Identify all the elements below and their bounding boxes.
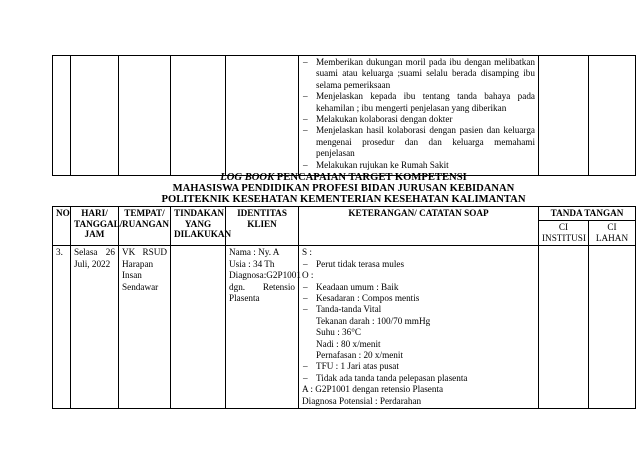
row-tindakan (171, 246, 226, 409)
list-item: – Menjelaskan kepada ibu tentang tanda bahaya pada kehamilan ; ibu mengerti penjelasan yang diberikan (302, 91, 535, 114)
vital-line: Tekanan darah : 100/70 mmHg (316, 315, 431, 326)
identitas-diagnosa: Diagnosa:G2P1001 (229, 270, 301, 281)
top-notes-cell (299, 56, 539, 176)
header-tempat: TEMPAT/ RUANGAN (119, 207, 171, 246)
row-tempat (119, 246, 171, 409)
row-ci-lahan (589, 246, 636, 409)
row-hari-line2: Juli, 2022 (74, 258, 111, 269)
cell-empty (539, 56, 589, 176)
soap-s-label: S : (302, 247, 312, 258)
vital-line: Pernafasan : 20 x/menit (316, 349, 404, 360)
cell-empty (589, 56, 636, 176)
header-no: NO (53, 207, 71, 246)
soap-o-label: O : (302, 270, 314, 281)
row-tempat-line2: Harapan (122, 258, 154, 269)
row-tempat-line3: Insan (122, 270, 142, 281)
list-item: – TFU : 1 Jari atas pusat (302, 361, 535, 372)
row-no: 3. (53, 246, 71, 409)
identitas-plasenta: Plasenta (229, 292, 260, 303)
list-item: – Memberikan dukungan moril pada ibu dengan melibatkan suami atau keluarga ;suami selalu berada disamping ibu selama pemeriksaan (302, 57, 535, 91)
cell-empty (71, 56, 119, 176)
header-ci-lahan: CI LAHAN (589, 220, 636, 246)
row-hari-line1: Selasa 26 (74, 247, 115, 258)
header-identitas: IDENTITAS KLIEN (226, 207, 299, 246)
header-tanda-tangan: TANDA TANGAN (539, 207, 636, 221)
list-item: – Tidak ada tanda tanda pelepasan plasenta (302, 373, 535, 384)
soap-o-list (302, 282, 535, 316)
list-item: – Kesadaran : Compos mentis (302, 293, 535, 304)
top-notes-list (302, 57, 535, 171)
list-item: – Perut tidak terasa mules (302, 259, 535, 270)
identitas-usia: Usia : 34 Th (229, 258, 275, 269)
soap-a-line: A : G2P1001 dengan retensio Plasenta (302, 384, 444, 395)
cell-empty (53, 56, 71, 176)
list-item: – Melakukan kolaborasi dengan dokter (302, 114, 535, 125)
row-ci-institusi (539, 246, 589, 409)
row-tempat-line1: VK RSUD (122, 247, 167, 258)
table-row (53, 246, 636, 409)
cell-empty (119, 56, 171, 176)
list-item: – Melakukan rujukan ke Rumah Sakit (302, 160, 535, 171)
header-tindakan: TINDAKAN YANG DILAKUKAN (171, 207, 226, 246)
header-keterangan: KETERANGAN/ CATATAN SOAP (299, 207, 539, 246)
title-line-2: MAHASISWA PENDIDIKAN PROFESI BIDAN JURUSAN KEBIDANAN (172, 183, 515, 195)
header-row (53, 207, 636, 221)
list-item: – Keadaan umum : Baik (302, 282, 535, 293)
cell-empty (171, 56, 226, 176)
identitas-dgn: dgn. Retensio (229, 281, 295, 292)
continuation-table (52, 55, 636, 176)
soap-potensial: Diagnosa Potensial : Perdarahan (302, 395, 422, 406)
row-tempat-line4: Sendawar (122, 281, 159, 292)
cell-empty (226, 56, 299, 176)
row-soap (299, 246, 539, 409)
list-item: – Menjelaskan hasil kolaborasi dengan pasien dan keluarga mengenai prosedur dan dan keluarga memahami penjelasan (302, 125, 535, 159)
soap-s-list (302, 259, 535, 270)
list-item: – Tanda-tanda Vital (302, 304, 535, 315)
title-line-3: POLITEKNIK KESEHATAN KEMENTERIAN KESEHATAN KALIMANTAN (161, 194, 526, 206)
vital-line: Nadi : 80 x/menit (316, 338, 381, 349)
document-titles (52, 172, 635, 206)
row-identitas (226, 246, 299, 409)
identitas-nama: Nama : Ny. A (229, 247, 280, 258)
soap-o-list-2 (302, 361, 535, 384)
continuation-row (53, 56, 636, 176)
header-ci-institusi: CI INSTITUSI (539, 220, 589, 246)
title-logbook: LOG BOOK (220, 172, 275, 183)
logbook-table (52, 206, 636, 409)
title-rest: PENCAPAIAN TARGET KOMPETENSI (274, 172, 467, 183)
row-hari-tanggal (71, 246, 119, 409)
header-hari-tanggal: HARI/ TANGGAL/ JAM (71, 207, 119, 246)
vital-line: Suhu : 36°C (316, 327, 362, 338)
title-line-1 (52, 172, 635, 183)
